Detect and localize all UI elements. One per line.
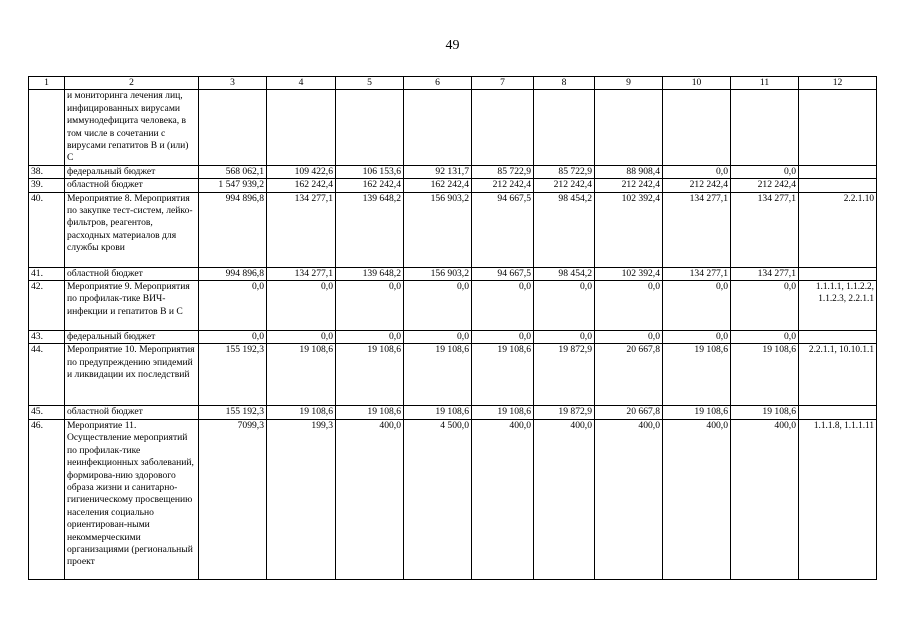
amount-cell <box>472 90 534 165</box>
amount-cell: 199,3 <box>267 419 336 579</box>
amount-cell: 4 500,0 <box>404 419 472 579</box>
amount-cell: 0,0 <box>336 331 404 344</box>
amount-cell <box>404 90 472 165</box>
amount-cell <box>663 90 731 165</box>
amount-cell: 19 108,6 <box>267 406 336 419</box>
table-row <box>29 267 877 280</box>
indicator-codes-cell <box>799 267 877 280</box>
amount-cell: 134 277,1 <box>731 267 799 280</box>
row-number-cell: 45. <box>29 406 65 419</box>
amount-cell: 0,0 <box>404 281 472 331</box>
amount-cell: 1 547 939,2 <box>199 179 267 192</box>
amount-cell: 0,0 <box>472 281 534 331</box>
header-cell: 10 <box>663 77 731 90</box>
header-cell: 5 <box>336 77 404 90</box>
amount-cell: 568 062,1 <box>199 165 267 178</box>
amount-cell: 19 108,6 <box>404 406 472 419</box>
description-cell: областной бюджет <box>65 406 199 419</box>
amount-cell: 212 242,4 <box>534 179 595 192</box>
amount-cell: 134 277,1 <box>731 192 799 267</box>
amount-cell: 19 872,9 <box>534 344 595 406</box>
amount-cell: 85 722,9 <box>472 165 534 178</box>
amount-cell: 994 896,8 <box>199 192 267 267</box>
amount-cell: 400,0 <box>534 419 595 579</box>
amount-cell <box>336 90 404 165</box>
amount-cell: 0,0 <box>595 331 663 344</box>
amount-cell: 0,0 <box>472 331 534 344</box>
amount-cell <box>199 90 267 165</box>
header-cell: 3 <box>199 77 267 90</box>
amount-cell: 0,0 <box>199 281 267 331</box>
amount-cell: 212 242,4 <box>731 179 799 192</box>
indicator-codes-cell <box>799 331 877 344</box>
amount-cell: 0,0 <box>534 281 595 331</box>
amount-cell: 0,0 <box>731 331 799 344</box>
table-header-row <box>29 77 877 90</box>
amount-cell: 94 667,5 <box>472 267 534 280</box>
amount-cell: 156 903,2 <box>404 267 472 280</box>
amount-cell: 0,0 <box>731 281 799 331</box>
amount-cell: 0,0 <box>267 281 336 331</box>
row-number-cell: 46. <box>29 419 65 579</box>
header-cell: 4 <box>267 77 336 90</box>
amount-cell: 139 648,2 <box>336 267 404 280</box>
indicator-codes-cell <box>799 406 877 419</box>
description-cell: Мероприятие 10. Мероприятия по предупреждению эпидемий и ликвидации их последствий <box>65 344 199 406</box>
amount-cell: 109 422,6 <box>267 165 336 178</box>
indicator-codes-cell: 2.2.1.1, 10.10.1.1 <box>799 344 877 406</box>
indicator-codes-cell <box>799 179 877 192</box>
amount-cell <box>731 90 799 165</box>
amount-cell: 19 108,6 <box>404 344 472 406</box>
amount-cell: 19 108,6 <box>267 344 336 406</box>
amount-cell <box>267 90 336 165</box>
amount-cell: 0,0 <box>336 281 404 331</box>
amount-cell: 19 108,6 <box>731 406 799 419</box>
amount-cell: 0,0 <box>267 331 336 344</box>
table-row <box>29 90 877 165</box>
amount-cell: 7099,3 <box>199 419 267 579</box>
row-number-cell: 43. <box>29 331 65 344</box>
amount-cell <box>534 90 595 165</box>
amount-cell: 0,0 <box>534 331 595 344</box>
header-cell: 1 <box>29 77 65 90</box>
description-cell: Мероприятие 9. Мероприятия по профилак-тике ВИЧ-инфекции и гепатитов В и С <box>65 281 199 331</box>
amount-cell <box>595 90 663 165</box>
amount-cell: 400,0 <box>595 419 663 579</box>
amount-cell: 0,0 <box>199 331 267 344</box>
table-row <box>29 344 877 406</box>
table-row <box>29 192 877 267</box>
row-number-cell: 38. <box>29 165 65 178</box>
header-cell: 2 <box>65 77 199 90</box>
amount-cell: 156 903,2 <box>404 192 472 267</box>
table-row <box>29 179 877 192</box>
amount-cell: 0,0 <box>731 165 799 178</box>
amount-cell: 20 667,8 <box>595 344 663 406</box>
amount-cell: 102 392,4 <box>595 192 663 267</box>
description-cell: областной бюджет <box>65 267 199 280</box>
amount-cell: 0,0 <box>663 281 731 331</box>
indicator-codes-cell <box>799 165 877 178</box>
table-row <box>29 419 877 579</box>
description-cell: федеральный бюджет <box>65 165 199 178</box>
amount-cell: 19 108,6 <box>663 344 731 406</box>
page-number: 49 <box>445 38 460 53</box>
amount-cell: 139 648,2 <box>336 192 404 267</box>
amount-cell: 20 667,8 <box>595 406 663 419</box>
amount-cell: 19 108,6 <box>663 406 731 419</box>
amount-cell: 0,0 <box>595 281 663 331</box>
amount-cell: 212 242,4 <box>663 179 731 192</box>
indicator-codes-cell: 1.1.1.1, 1.1.2.2, 1.1.2.3, 2.2.1.1 <box>799 281 877 331</box>
amount-cell: 19 872,9 <box>534 406 595 419</box>
amount-cell: 134 277,1 <box>663 192 731 267</box>
amount-cell: 155 192,3 <box>199 406 267 419</box>
header-cell: 7 <box>472 77 534 90</box>
amount-cell: 19 108,6 <box>731 344 799 406</box>
header-cell: 6 <box>404 77 472 90</box>
amount-cell: 19 108,6 <box>472 344 534 406</box>
budget-table <box>28 76 877 580</box>
table-row <box>29 331 877 344</box>
amount-cell: 134 277,1 <box>267 192 336 267</box>
indicator-codes-cell: 1.1.1.8, 1.1.1.11 <box>799 419 877 579</box>
description-cell: областной бюджет <box>65 179 199 192</box>
amount-cell: 400,0 <box>336 419 404 579</box>
header-cell: 9 <box>595 77 663 90</box>
amount-cell: 400,0 <box>663 419 731 579</box>
amount-cell: 212 242,4 <box>472 179 534 192</box>
amount-cell: 19 108,6 <box>472 406 534 419</box>
amount-cell: 212 242,4 <box>595 179 663 192</box>
row-number-cell: 42. <box>29 281 65 331</box>
amount-cell: 0,0 <box>663 331 731 344</box>
row-number-cell: 40. <box>29 192 65 267</box>
amount-cell: 134 277,1 <box>663 267 731 280</box>
row-number-cell: 44. <box>29 344 65 406</box>
amount-cell: 162 242,4 <box>404 179 472 192</box>
header-cell: 12 <box>799 77 877 90</box>
amount-cell: 400,0 <box>731 419 799 579</box>
amount-cell: 400,0 <box>472 419 534 579</box>
indicator-codes-cell: 2.2.1.10 <box>799 192 877 267</box>
row-number-cell: 39. <box>29 179 65 192</box>
amount-cell: 19 108,6 <box>336 344 404 406</box>
table-row <box>29 281 877 331</box>
amount-cell: 0,0 <box>404 331 472 344</box>
amount-cell: 162 242,4 <box>267 179 336 192</box>
amount-cell: 98 454,2 <box>534 267 595 280</box>
amount-cell: 94 667,5 <box>472 192 534 267</box>
amount-cell: 98 454,2 <box>534 192 595 267</box>
amount-cell: 155 192,3 <box>199 344 267 406</box>
table-row <box>29 165 877 178</box>
row-number-cell <box>29 90 65 165</box>
indicator-codes-cell <box>799 90 877 165</box>
description-cell: Мероприятие 8. Мероприятия по закупке тест-систем, лейко-фильтров, реагентов, расходных материалов для службы крови <box>65 192 199 267</box>
description-cell: Мероприятие 11. Осуществление мероприятий по профилак-тике неинфекционных заболеваний, формирова-нию здорового образа жизни и санитарно-гигиеническому просвещению населения социально ориентирован-ными некоммерческими организациями (региональный проект <box>65 419 199 579</box>
amount-cell: 92 131,7 <box>404 165 472 178</box>
description-cell: и мониторинга лечения лиц, инфицированных вирусами иммунодефицита человека, в том числе в сочетании с вирусами гепатитов В и (или) С <box>65 90 199 165</box>
amount-cell: 0,0 <box>663 165 731 178</box>
header-cell: 11 <box>731 77 799 90</box>
amount-cell: 994 896,8 <box>199 267 267 280</box>
amount-cell: 19 108,6 <box>336 406 404 419</box>
amount-cell: 88 908,4 <box>595 165 663 178</box>
table-row <box>29 406 877 419</box>
amount-cell: 106 153,6 <box>336 165 404 178</box>
header-cell: 8 <box>534 77 595 90</box>
row-number-cell: 41. <box>29 267 65 280</box>
amount-cell: 162 242,4 <box>336 179 404 192</box>
amount-cell: 102 392,4 <box>595 267 663 280</box>
amount-cell: 134 277,1 <box>267 267 336 280</box>
amount-cell: 85 722,9 <box>534 165 595 178</box>
description-cell: федеральный бюджет <box>65 331 199 344</box>
